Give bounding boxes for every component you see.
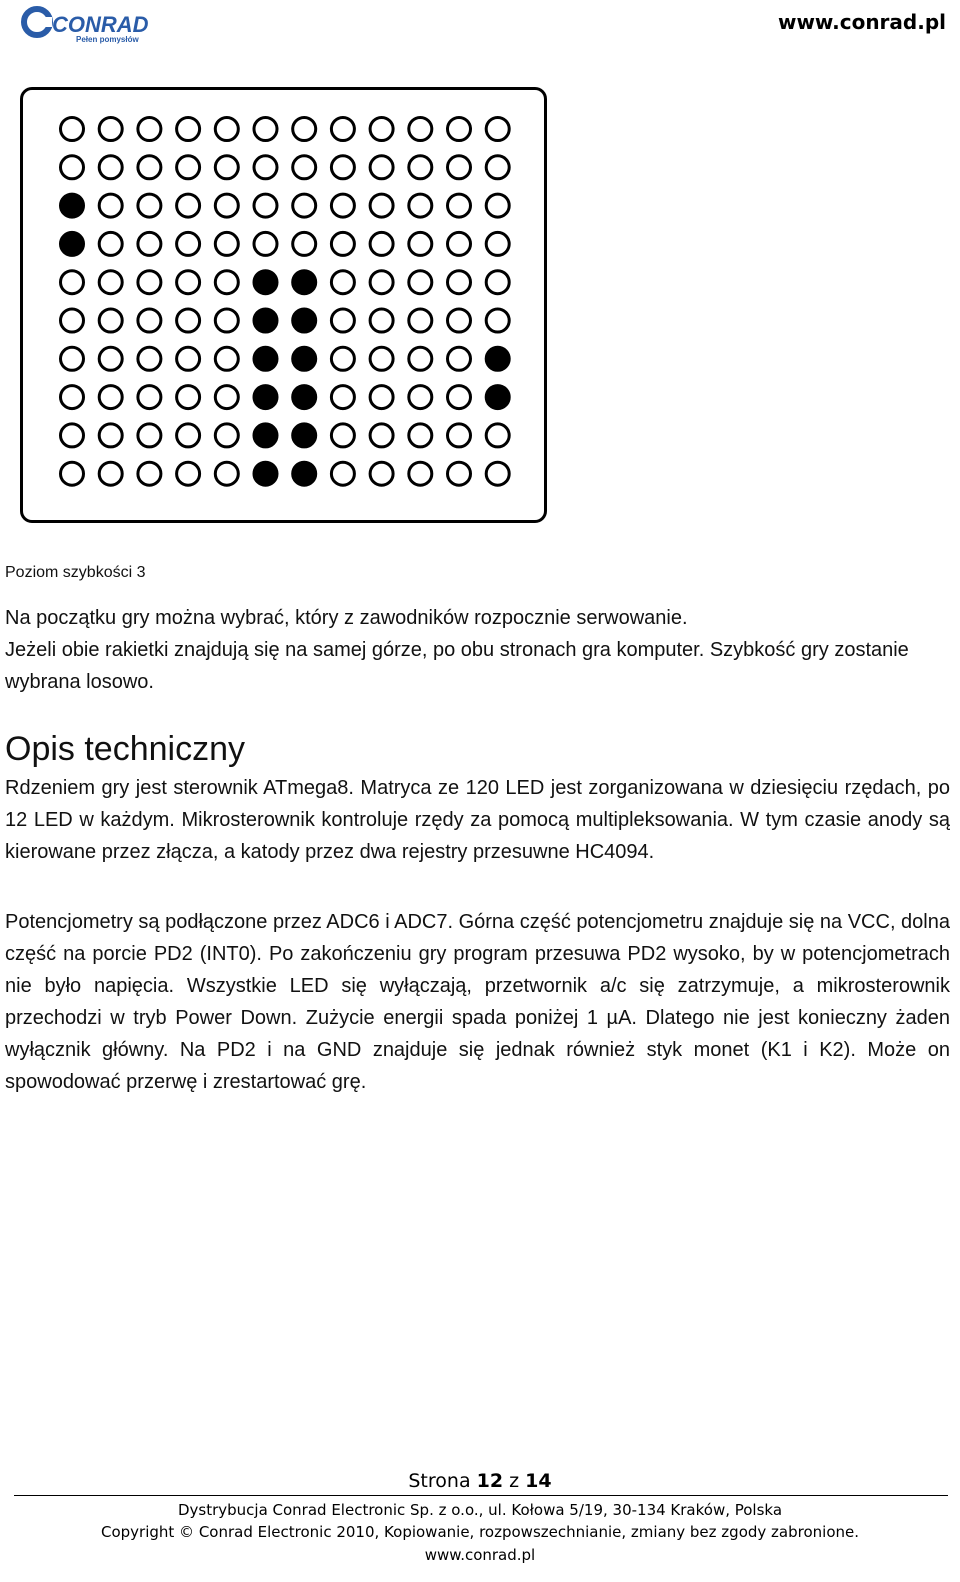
led-off [177,156,200,179]
led-off [448,309,471,332]
led-off [331,309,354,332]
led-off [138,156,161,179]
led-off [61,309,84,332]
led-off [99,309,122,332]
led-on [254,386,277,409]
led-off [99,118,122,141]
led-off [61,424,84,447]
led-off [61,347,84,370]
led-off [448,347,471,370]
led-off [448,156,471,179]
led-off [409,271,432,294]
section-heading: Opis techniczny [5,730,245,768]
led-off [448,194,471,217]
led-off [486,424,509,447]
led-off [331,156,354,179]
page-of: z [509,1470,520,1492]
led-off [215,232,238,255]
footer-copyright: Copyright © Conrad Electronic 2010, Kopiowanie, rozpowszechnianie, zmiany bez zgody zabronione. [101,1523,859,1541]
page-total: 14 [525,1470,552,1492]
led-off [138,232,161,255]
led-off [215,424,238,447]
led-off [99,386,122,409]
led-off [486,118,509,141]
led-off [331,386,354,409]
led-on [61,194,84,217]
led-off [138,347,161,370]
led-off [409,386,432,409]
led-off [370,462,393,485]
led-off [486,462,509,485]
figure-caption: Poziom szybkości 3 [5,564,146,581]
led-off [293,156,316,179]
led-off [177,347,200,370]
led-off [409,118,432,141]
led-off [254,232,277,255]
led-off [177,232,200,255]
led-off [409,156,432,179]
led-off [448,424,471,447]
led-off [99,271,122,294]
led-on [293,271,316,294]
led-off [138,309,161,332]
led-off [138,194,161,217]
led-off [409,232,432,255]
led-off [138,462,161,485]
led-off [61,386,84,409]
led-on [61,232,84,255]
footer-divider [14,1495,948,1496]
led-matrix-grid [55,113,525,498]
led-off [99,424,122,447]
led-off [331,347,354,370]
led-off [138,118,161,141]
led-off [370,386,393,409]
led-off [254,194,277,217]
led-off [448,271,471,294]
led-off [370,271,393,294]
led-off [254,118,277,141]
led-off [293,118,316,141]
led-off [331,271,354,294]
led-off [99,462,122,485]
led-off [370,118,393,141]
logo-brand-text: CONRAD [52,12,149,37]
footer-url: www.conrad.pl [424,1546,536,1564]
conrad-logo [20,6,150,44]
led-off [61,271,84,294]
led-off [177,424,200,447]
led-off [177,462,200,485]
led-off [448,462,471,485]
led-on [254,271,277,294]
led-off [293,232,316,255]
led-off [177,271,200,294]
conrad-logo-icon [20,6,150,44]
led-off [486,194,509,217]
intro-line: Na początku gry można wybrać, który z zawodników rozpocznie serwowanie. [5,607,688,629]
paragraph: Rdzeniem gry jest sterownik ATmega8. Matryca ze 120 LED jest zorganizowana w dziesięciu rzędach, po 12 LED w każdym. Mikrosterownik kontroluje rzędy za pomocą multipleksowania. W tym czasie anody są kierowane przez złącza, a katody przez dwa rejestry przesuwne HC4094. [5,777,950,863]
led-off [138,424,161,447]
led-off [486,309,509,332]
led-off [331,232,354,255]
led-on [254,424,277,447]
led-off [331,462,354,485]
led-off [254,156,277,179]
page-number [0,1468,960,1494]
led-off [409,347,432,370]
led-off [409,424,432,447]
paragraph: Potencjometry są podłączone przez ADC6 i ADC7. Górna część potencjometru znajduje się na VCC, dolna część na porcie PD2 (INT0). Po zakończeniu gry program przesuwa PD2 wysoko, by w potencjometrach nie było napięcia. Wszystkie LED się wyłączają, przetwornik a/c się zatrzymuje, a mikrosterownik przechodzi w tryb Power Down. Zużycie energii spada poniżej 1 µA. Dlatego nie jest konieczny żaden wyłącznik główny. Na PD2 i na GND znajduje się jednak również styk monet (K1 i K2). Może on spowodować przerwę i zrestartować grę. [5,911,950,1093]
led-off [99,156,122,179]
led-off [215,156,238,179]
led-off [177,309,200,332]
logo-tagline-text: Pełen pomysłów [76,35,139,44]
led-off [177,118,200,141]
led-off [215,347,238,370]
led-off [177,194,200,217]
led-on [293,424,316,447]
led-off [215,309,238,332]
page-label: Strona [408,1470,471,1492]
led-on [293,309,316,332]
footer-distribution: Dystrybucja Conrad Electronic Sp. z o.o., ul. Kołowa 5/19, 30-134 Kraków, Polska [177,1501,783,1519]
led-off [370,194,393,217]
led-on [254,347,277,370]
led-off [61,156,84,179]
led-off [331,118,354,141]
led-off [138,386,161,409]
led-off [215,194,238,217]
led-off [370,347,393,370]
led-off [448,386,471,409]
led-off [370,156,393,179]
led-off [215,271,238,294]
led-on [293,347,316,370]
led-off [486,271,509,294]
led-off [370,424,393,447]
led-off [448,118,471,141]
led-off [61,118,84,141]
led-off [486,232,509,255]
led-off [138,271,161,294]
led-off [177,386,200,409]
led-on [293,386,316,409]
led-off [99,194,122,217]
page-current: 12 [476,1470,504,1492]
led-off [409,309,432,332]
led-off [409,462,432,485]
led-off [331,194,354,217]
led-off [99,347,122,370]
led-off [486,156,509,179]
led-off [215,386,238,409]
intro-line: Jeżeli obie rakietki znajdują się na samej górze, po obu stronach gra komputer. Szybkość gry zostanie wybrana losowo. [5,639,909,693]
led-on [486,386,509,409]
led-off [331,424,354,447]
led-off [215,118,238,141]
header-url: www.conrad.pl [777,10,946,34]
led-off [99,232,122,255]
led-off [409,194,432,217]
led-off [215,462,238,485]
intro-text [5,602,950,698]
led-off [448,232,471,255]
led-on [486,347,509,370]
led-on [254,462,277,485]
led-off [370,309,393,332]
led-off [293,194,316,217]
led-on [293,462,316,485]
led-on [254,309,277,332]
led-off [370,232,393,255]
led-off [61,462,84,485]
